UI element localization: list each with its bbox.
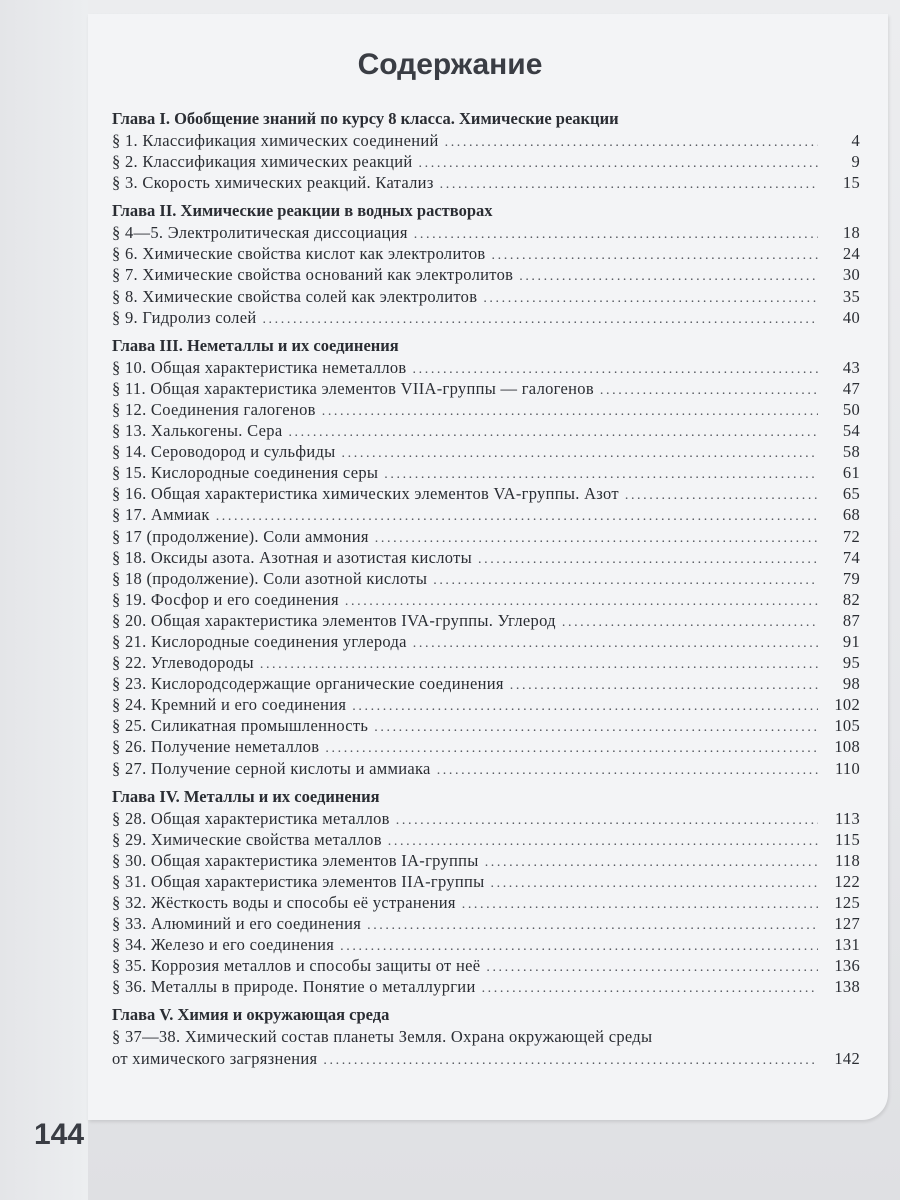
toc-entry-page: 68 [842,505,860,525]
toc-entry[interactable] [112,673,860,694]
toc-entry-page: 102 [834,695,860,715]
toc-entry[interactable] [112,222,860,243]
toc-entry-label: § 14. Сероводород и сульфиды [112,442,336,462]
toc-entry[interactable] [112,441,860,462]
dot-leader [345,591,818,612]
toc-entry[interactable] [112,286,860,307]
chapter-heading: Глава II. Химические реакции в водных растворах [112,201,493,221]
dot-leader [396,810,818,831]
toc-entry[interactable] [112,934,860,955]
toc-entry-label: § 7. Химические свойства оснований как электролитов [112,265,514,285]
chapter-heading: Глава IV. Металлы и их соединения [112,786,380,806]
page-title: Содержание [357,48,543,81]
toc-entry[interactable] [112,172,860,193]
toc-entry-label: § 34. Железо и его соединения [112,935,335,955]
toc-entry[interactable] [112,504,860,525]
toc-entry-label: § 21. Кислородные соединения углерода [112,631,407,651]
toc-entry[interactable] [112,483,860,504]
toc-entry[interactable] [112,568,860,589]
toc-entry[interactable] [112,589,860,610]
dot-leader [260,654,818,675]
toc-entry-label: § 13. Халькогены. Сера [112,421,283,441]
dot-leader [342,443,818,464]
toc-entry-page: 115 [834,829,860,849]
toc-entry[interactable] [112,307,860,328]
dot-leader [352,696,818,717]
toc-entry[interactable] [112,955,860,976]
toc-entry[interactable] [112,736,860,757]
dot-leader [492,245,818,266]
toc-entry-page: 82 [842,589,860,609]
toc-entry[interactable] [112,420,860,441]
toc-entry[interactable] [112,694,860,715]
toc-entry-label: § 20. Общая характеристика элементов IVA-группы. Углерод [112,610,556,630]
dot-leader [491,873,819,894]
toc-entry-label: § 18 (продолжение). Соли азотной кислоты [112,568,428,588]
dot-leader [340,936,818,957]
toc-entry-label: § 29. Химические свойства металлов [112,829,382,849]
dot-leader [562,612,818,633]
toc-entry-page: 72 [842,526,860,546]
dot-leader [483,288,818,309]
toc-entry-page: 95 [842,653,860,673]
chapter-heading: Глава I. Обобщение знаний по курсу 8 класса. Химические реакции [112,109,619,128]
toc-entry[interactable] [112,526,860,547]
toc-entry[interactable] [112,871,860,892]
dot-leader [413,633,818,654]
toc-entry-page: 127 [834,914,860,934]
toc-entry-page: 91 [842,631,860,651]
dot-leader [262,309,818,330]
toc-entry-label: от химического загрязнения [112,1048,318,1068]
dot-leader [437,760,818,781]
toc-entry-page: 87 [842,610,860,630]
toc-entry-page: 24 [842,244,860,264]
toc-entry-label: § 26. Получение неметаллов [112,737,320,757]
dot-leader [510,675,818,696]
dot-leader [462,894,818,915]
dot-leader [325,738,818,759]
dot-leader [419,153,818,174]
toc-entry-label: § 23. Кислородсодержащие органические соединения [112,674,504,694]
dot-leader [384,464,818,485]
toc-entry-page: 30 [842,265,860,285]
toc-entry-label: § 35. Коррозия металлов и способы защиты от неё [112,956,481,976]
toc-entry-page: 58 [842,442,860,462]
toc-entry-page: 35 [842,286,860,306]
toc-entry-page: 50 [842,399,860,419]
toc-entry-label: § 3. Скорость химических реакций. Катализ [112,173,434,193]
toc-entry-label: § 22. Углеводороды [112,653,254,673]
toc-entry[interactable] [112,976,860,997]
toc-entry[interactable] [112,913,860,934]
toc-entry-label: § 25. Силикатная промышленность [112,716,369,736]
toc-entry[interactable] [112,547,860,568]
toc-entry-page: 136 [834,956,860,976]
toc-entry-label: § 4—5. Электролитическая диссоциация [112,223,408,243]
toc-entry-page: 43 [842,357,860,377]
dot-leader [216,506,818,527]
toc-entry-page: 122 [834,871,860,891]
toc-entry-page: 47 [842,378,860,398]
toc-entry-page: 108 [834,737,860,757]
toc-entry-page: 110 [834,758,860,778]
toc-entry-label: § 17. Аммиак [112,505,210,525]
toc-entry-label: § 12. Соединения галогенов [112,399,316,419]
toc-entry[interactable] [112,399,860,420]
dot-leader [367,915,818,936]
toc-entry[interactable] [112,378,860,399]
dot-leader [440,174,818,195]
dot-leader [288,422,818,443]
toc-entry-page: 131 [834,935,860,955]
dot-leader [478,549,818,570]
toc-entry-label: § 10. Общая характеристика неметаллов [112,357,407,377]
toc-entry-page: 9 [851,152,860,172]
toc-entry-page: 65 [842,484,860,504]
toc-entry-page: 18 [842,223,860,243]
dot-leader [433,570,818,591]
toc-entry-label: § 31. Общая характеристика элементов IIA-группы [112,871,485,891]
dot-leader [485,852,818,873]
toc-entry-label: § 32. Жёсткость воды и способы её устранения [112,893,456,912]
dot-leader [519,266,818,287]
dot-leader [323,1050,818,1071]
dot-leader [486,957,818,978]
toc-entry-label: § 33. Алюминий и его соединения [112,914,362,934]
toc-entry-label: § 11. Общая характеристика элементов VIIA-группы — галогенов [112,378,594,398]
toc-entry[interactable] [112,829,860,850]
toc-entry-label: § 28. Общая характеристика металлов [112,808,390,828]
dot-leader [445,132,818,153]
toc-entry-page: 138 [834,977,860,997]
toc-entry-label: § 8. Химические свойства солей как электролитов [112,286,478,306]
toc-entry[interactable] [112,652,860,673]
toc-entry-label: § 37—38. Химический состав планеты Земля. Охрана окружающей среды [112,1027,653,1047]
toc-entry-label: § 6. Химические свойства кислот как электролитов [112,244,486,264]
toc-entry-page: 113 [834,808,860,828]
toc-entry[interactable] [112,610,860,631]
toc-entry[interactable] [112,462,860,483]
page-number: 144 [34,1118,85,1151]
toc-entry-label: § 36. Металлы в природе. Понятие о металлургии [112,977,476,997]
toc-entry-page: 142 [834,1048,860,1068]
toc-entry-label: § 19. Фосфор и его соединения [112,589,339,609]
toc-entry-label: § 16. Общая характеристика химических элементов VA-группы. Азот [112,484,619,504]
toc-entry-label: § 1. Классификация химических соединений [112,131,439,150]
toc-entry-page: 54 [842,421,860,441]
dot-leader [374,717,818,738]
toc-entry[interactable] [112,892,860,913]
toc-entry-page: 98 [842,674,860,694]
toc-entry[interactable] [112,631,860,652]
toc-entry[interactable] [112,151,860,172]
toc-entry-page: 118 [834,850,860,870]
toc-entry-label: § 27. Получение серной кислоты и аммиака [112,758,431,778]
toc-entry-page: 40 [842,307,860,327]
toc-entry-label: § 30. Общая характеристика элементов IA-группы [112,850,479,870]
toc-entry[interactable] [112,1026,860,1047]
toc-entry-label: § 17 (продолжение). Соли аммония [112,526,369,546]
dot-leader [482,978,818,999]
toc-entry[interactable] [112,1048,860,1069]
dot-leader [322,401,818,422]
toc-entry-label: § 9. Гидролиз солей [112,307,257,327]
toc-entry-label: § 15. Кислородные соединения серы [112,463,379,483]
toc-entry[interactable] [112,758,860,779]
dot-leader [413,359,818,380]
toc-entry[interactable] [112,264,860,285]
toc-entry-page: 15 [842,173,860,193]
chapter-heading: Глава III. Неметаллы и их соединения [112,335,399,355]
toc-entry-page: 74 [842,547,860,567]
table-of-contents [112,108,860,1069]
dot-leader [388,831,818,852]
page-gutter [0,0,88,1200]
toc-entry-page: 105 [834,716,860,736]
dot-leader [414,224,818,245]
toc-entry[interactable] [112,130,860,151]
dot-leader [625,485,818,506]
toc-entry-page: 61 [842,463,860,483]
toc-entry[interactable] [112,357,860,378]
toc-entry-label: § 18. Оксиды азота. Азотная и азотистая кислоты [112,547,472,567]
toc-entry-page: 79 [842,568,860,588]
toc-entry-label: § 24. Кремний и его соединения [112,695,347,715]
toc-entry-page: 125 [834,893,860,912]
chapter-heading: Глава V. Химия и окружающая среда [112,1005,390,1025]
toc-entry[interactable] [112,850,860,871]
toc-entry[interactable] [112,243,860,264]
toc-entry-page: 4 [851,131,860,150]
toc-entry[interactable] [112,808,860,829]
dot-leader [375,528,818,549]
dot-leader [600,380,818,401]
toc-entry[interactable] [112,715,860,736]
toc-entry-label: § 2. Классификация химических реакций [112,152,413,172]
